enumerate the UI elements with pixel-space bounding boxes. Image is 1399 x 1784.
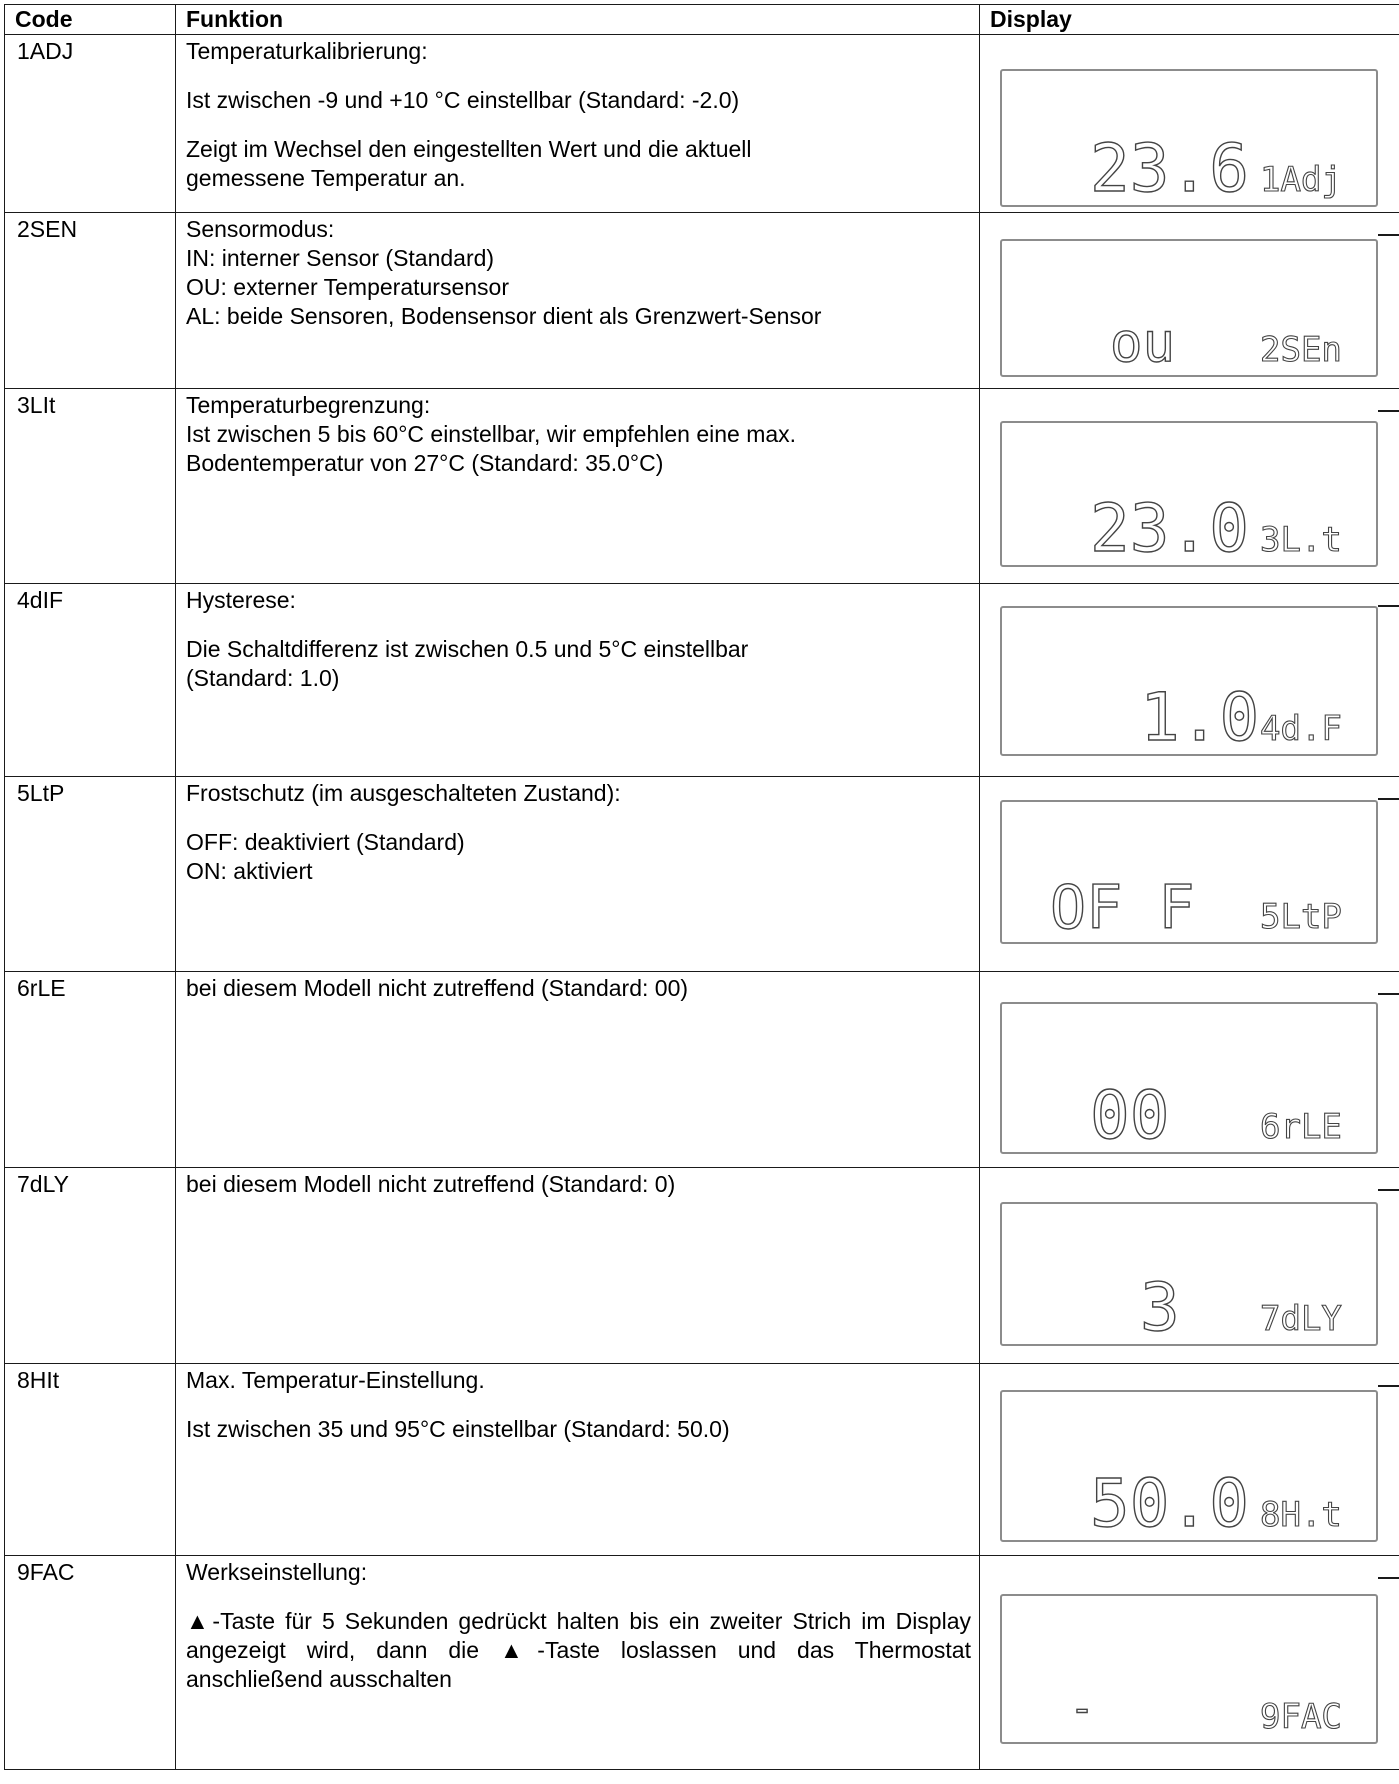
description-line: Max. Temperatur-Einstellung. (186, 1367, 485, 1393)
lcd-value: 23.6 (1090, 139, 1249, 199)
row-divider-stub (1378, 798, 1399, 800)
setting-description (176, 1364, 980, 1556)
display-cell (980, 1168, 1399, 1364)
header-display: Display (980, 5, 1399, 35)
table-row (5, 584, 1399, 777)
display-cell (980, 584, 1399, 777)
description-line: Temperaturkalibrierung: (186, 38, 428, 64)
setting-code: 8HIt (5, 1364, 176, 1556)
description-paragraph: ▲-Taste für 5 Sekunden gedrückt halten bis ein zweiter Strich im Display angezeigt wird, dann die ▲-Taste loslassen und das Thermostat anschließend ausschalten (186, 1608, 971, 1692)
table-row (5, 1556, 1399, 1770)
lcd-value: 23.0 (1090, 499, 1249, 559)
setting-description (176, 584, 980, 777)
setting-code: 9FAC (5, 1556, 176, 1770)
display-cell (980, 777, 1399, 972)
lcd-value: OF F (1050, 876, 1195, 936)
lcd-display (1000, 421, 1378, 567)
table-row (5, 1168, 1399, 1364)
row-divider-stub (1378, 605, 1399, 607)
lcd-code: 3L.t (1260, 520, 1342, 559)
description-line: Frostschutz (im ausgeschalteten Zustand): (186, 780, 621, 806)
row-divider-stub (1378, 1385, 1399, 1387)
settings-table (4, 4, 1399, 1770)
display-cell (980, 1556, 1399, 1770)
lcd-code: 2SEn (1260, 330, 1342, 369)
setting-code: 6rLE (5, 972, 176, 1168)
lcd-display (1000, 606, 1378, 756)
setting-description (176, 389, 980, 584)
table-row (5, 777, 1399, 972)
setting-code: 2SEN (5, 213, 176, 389)
lcd-display (1000, 1002, 1378, 1154)
display-cell (980, 213, 1399, 389)
lcd-display (1000, 1202, 1378, 1346)
lcd-display (1000, 1390, 1378, 1542)
setting-description (176, 972, 980, 1168)
description-line: Zeigt im Wechsel den eingestellten Wert und die aktuell (186, 136, 752, 162)
lcd-code: 1Adj (1260, 160, 1342, 199)
lcd-code: 7dLY (1260, 1299, 1342, 1338)
lcd-value: 00 (1090, 1086, 1170, 1146)
display-cell (980, 35, 1399, 213)
lcd-value: - (1070, 1686, 1095, 1732)
lcd-value: 1.0 (1140, 688, 1260, 748)
description-line: bei diesem Modell nicht zutreffend (Standard: 0) (186, 1171, 676, 1197)
setting-code: 5LtP (5, 777, 176, 972)
setting-description (176, 35, 980, 213)
lcd-display (1000, 69, 1378, 207)
table-row (5, 972, 1399, 1168)
lcd-code: 5LtP (1260, 897, 1342, 936)
display-cell (980, 1364, 1399, 1556)
lcd-code: 8H.t (1260, 1495, 1342, 1534)
description-line: Bodentemperatur von 27°C (Standard: 35.0°C) (186, 450, 664, 476)
row-divider-stub (1378, 234, 1399, 236)
row-divider-stub (1378, 1189, 1399, 1191)
table-row (5, 1364, 1399, 1556)
header-row (5, 5, 1399, 35)
lcd-code: 9FAC (1260, 1697, 1342, 1736)
header-function: Funktion (176, 5, 980, 35)
description-line: Ist zwischen -9 und +10 °C einstellbar (Standard: -2.0) (186, 87, 740, 113)
lcd-code: 6rLE (1260, 1107, 1342, 1146)
setting-code: 3LIt (5, 389, 176, 584)
lcd-value: 3 (1140, 1278, 1180, 1338)
setting-description (176, 1168, 980, 1364)
table-row (5, 389, 1399, 584)
description-line: OU: externer Temperatursensor (186, 274, 509, 300)
lcd-display (1000, 239, 1378, 377)
row-divider-stub (1378, 1577, 1399, 1579)
description-line: Werkseinstellung: (186, 1559, 368, 1585)
table-row (5, 35, 1399, 213)
description-line: gemessene Temperatur an. (186, 165, 466, 191)
setting-description (176, 1556, 980, 1770)
row-divider-stub (1378, 993, 1399, 995)
description-line: IN: interner Sensor (Standard) (186, 245, 495, 271)
description-line: Hysterese: (186, 587, 296, 613)
description-line: ON: aktiviert (186, 858, 313, 884)
setting-code: 1ADJ (5, 35, 176, 213)
setting-code: 7dLY (5, 1168, 176, 1364)
row-divider-stub (1378, 410, 1399, 412)
header-code: Code (5, 5, 176, 35)
display-cell (980, 972, 1399, 1168)
lcd-display (1000, 800, 1378, 944)
lcd-code: 4d.F (1260, 709, 1342, 748)
description-line: Die Schaltdifferenz ist zwischen 0.5 und 5°C einstellbar (186, 636, 749, 662)
description-line: Ist zwischen 35 und 95°C einstellbar (Standard: 50.0) (186, 1416, 730, 1442)
display-cell (980, 389, 1399, 584)
description-line: Sensormodus: (186, 216, 335, 242)
setting-description (176, 777, 980, 972)
description-line: bei diesem Modell nicht zutreffend (Standard: 00) (186, 975, 689, 1001)
lcd-display (1000, 1594, 1378, 1744)
table-row (5, 213, 1399, 389)
description-line: (Standard: 1.0) (186, 665, 340, 691)
description-line: AL: beide Sensoren, Bodensensor dient als Grenzwert-Sensor (186, 303, 822, 329)
setting-description (176, 213, 980, 389)
description-line: Ist zwischen 5 bis 60°C einstellbar, wir empfehlen eine max. (186, 421, 797, 447)
description-line: Temperaturbegrenzung: (186, 392, 431, 418)
setting-code: 4dIF (5, 584, 176, 777)
description-line: OFF: deaktiviert (Standard) (186, 829, 465, 855)
lcd-value: ou (1110, 311, 1176, 369)
lcd-value: 50.0 (1090, 1474, 1249, 1534)
